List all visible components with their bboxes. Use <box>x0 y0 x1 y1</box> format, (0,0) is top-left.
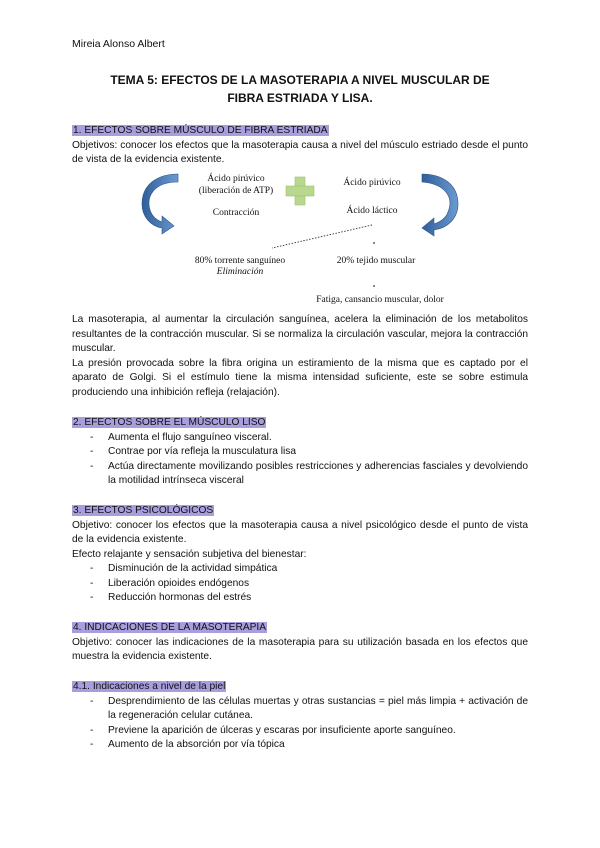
lactic-acid-diagram <box>140 170 470 310</box>
list-item: - Actúa directamente movilizando posibles restricciones y adherencias fasciales y devolviendo la motilidad intrínseca visceral <box>72 460 528 489</box>
left-curved-arrow-icon <box>142 174 178 234</box>
section-2-heading: 2. EFECTOS SOBRE EL MÚSCULO LISO <box>73 417 266 428</box>
list-item: - Aumento de la absorción por vía tópica <box>72 738 528 753</box>
split-left-sub-label: Eliminación <box>216 267 264 277</box>
dotted-split-line <box>272 225 372 248</box>
list-item: - Contrae por vía refleja la musculatura lisa <box>72 445 528 460</box>
section-3-heading: 3. EFECTOS PSICOLÓGICOS <box>73 505 214 516</box>
section-1-objective: Objetivos: conocer los efectos que la masoterapia causa a nivel del músculo estriado desde el punto de vista de la evidencia existente. <box>72 139 528 165</box>
list-item: - Reducción hormonas del estrés <box>72 591 528 606</box>
result-label: Fatiga, cansancio muscular, dolor <box>316 295 444 305</box>
section-1-body <box>72 313 528 400</box>
section-3-objective: Objetivo: conocer los efectos que la masoterapia causa a nivel psicológico desde el punto de vista de la evidencia existente. <box>72 519 528 545</box>
section-1-paragraph-2: La presión provocada sobre la fibra origina un estiramiento de la misma que es captado por el aparato de Golgi. Si el estímulo tiene la misma intensidad suficiente, este se sobre estimula produciendo una inhibición refleja (relajación). <box>72 357 528 398</box>
right-bottom-label: Ácido láctico <box>346 206 398 216</box>
section-4-1-heading: 4.1. Indicaciones a nivel de la piel <box>73 681 226 692</box>
list-item: - Desprendimiento de las células muertas y otras sustancias = piel más limpia + activación de la regeneración celular cutánea. <box>72 695 528 724</box>
section-1 <box>72 124 528 168</box>
document-title <box>72 71 528 107</box>
dot-marker <box>373 242 375 244</box>
split-left-label: 80% torrente sanguíneo <box>194 256 286 266</box>
section-3 <box>72 504 528 606</box>
right-curved-arrow-icon <box>422 174 458 236</box>
section-4 <box>72 621 528 665</box>
section-4-1 <box>72 680 528 753</box>
section-4-objective: Objetivo: conocer las indicaciones de la masoterapia para su utilización basada en los efectos que muestra la evidencia existente. <box>72 636 528 662</box>
dot-marker <box>373 285 375 287</box>
section-4-heading: 4. INDICACIONES DE LA MASOTERAPIA <box>73 622 267 633</box>
list-item: - Liberación opioides endógenos <box>72 577 528 592</box>
title-line-2: FIBRA ESTRIADA Y LISA. <box>227 91 373 105</box>
section-1-paragraph-1: La masoterapia, al aumentar la circulación sanguínea, acelera la eliminación de los metabolitos resultantes de la contracción muscular. Si se normaliza la circulación vascular, mejora la contracción muscular. <box>72 314 528 354</box>
left-top-label: Ácido pirúvico <box>207 174 265 184</box>
section-2 <box>72 416 528 489</box>
right-top-label: Ácido pirúvico <box>343 178 401 188</box>
list-item: - Previene la aparición de úlceras y escaras por insuficiente aporte sanguíneo. <box>72 724 528 739</box>
left-sub-label: (liberación de ATP) <box>198 186 274 196</box>
section-4-1-list <box>72 695 528 753</box>
list-item: - Aumenta el flujo sanguíneo visceral. <box>72 431 528 446</box>
title-line-1: TEMA 5: EFECTOS DE LA MASOTERAPIA A NIVEL MUSCULAR DE <box>110 73 490 87</box>
section-2-list <box>72 431 528 489</box>
plus-icon <box>286 177 314 205</box>
section-1-heading: 1. EFECTOS SOBRE MÚSCULO DE FIBRA ESTRIADA <box>73 125 328 136</box>
section-3-list <box>72 562 528 606</box>
author-name: Mireia Alonso Albert <box>72 38 165 50</box>
section-3-intro: Efecto relajante y sensación subjetiva del bienestar: <box>72 548 307 560</box>
list-item: - Disminución de la actividad simpática <box>72 562 528 577</box>
left-bottom-label: Contracción <box>212 208 260 218</box>
split-right-label: 20% tejido muscular <box>336 256 416 266</box>
